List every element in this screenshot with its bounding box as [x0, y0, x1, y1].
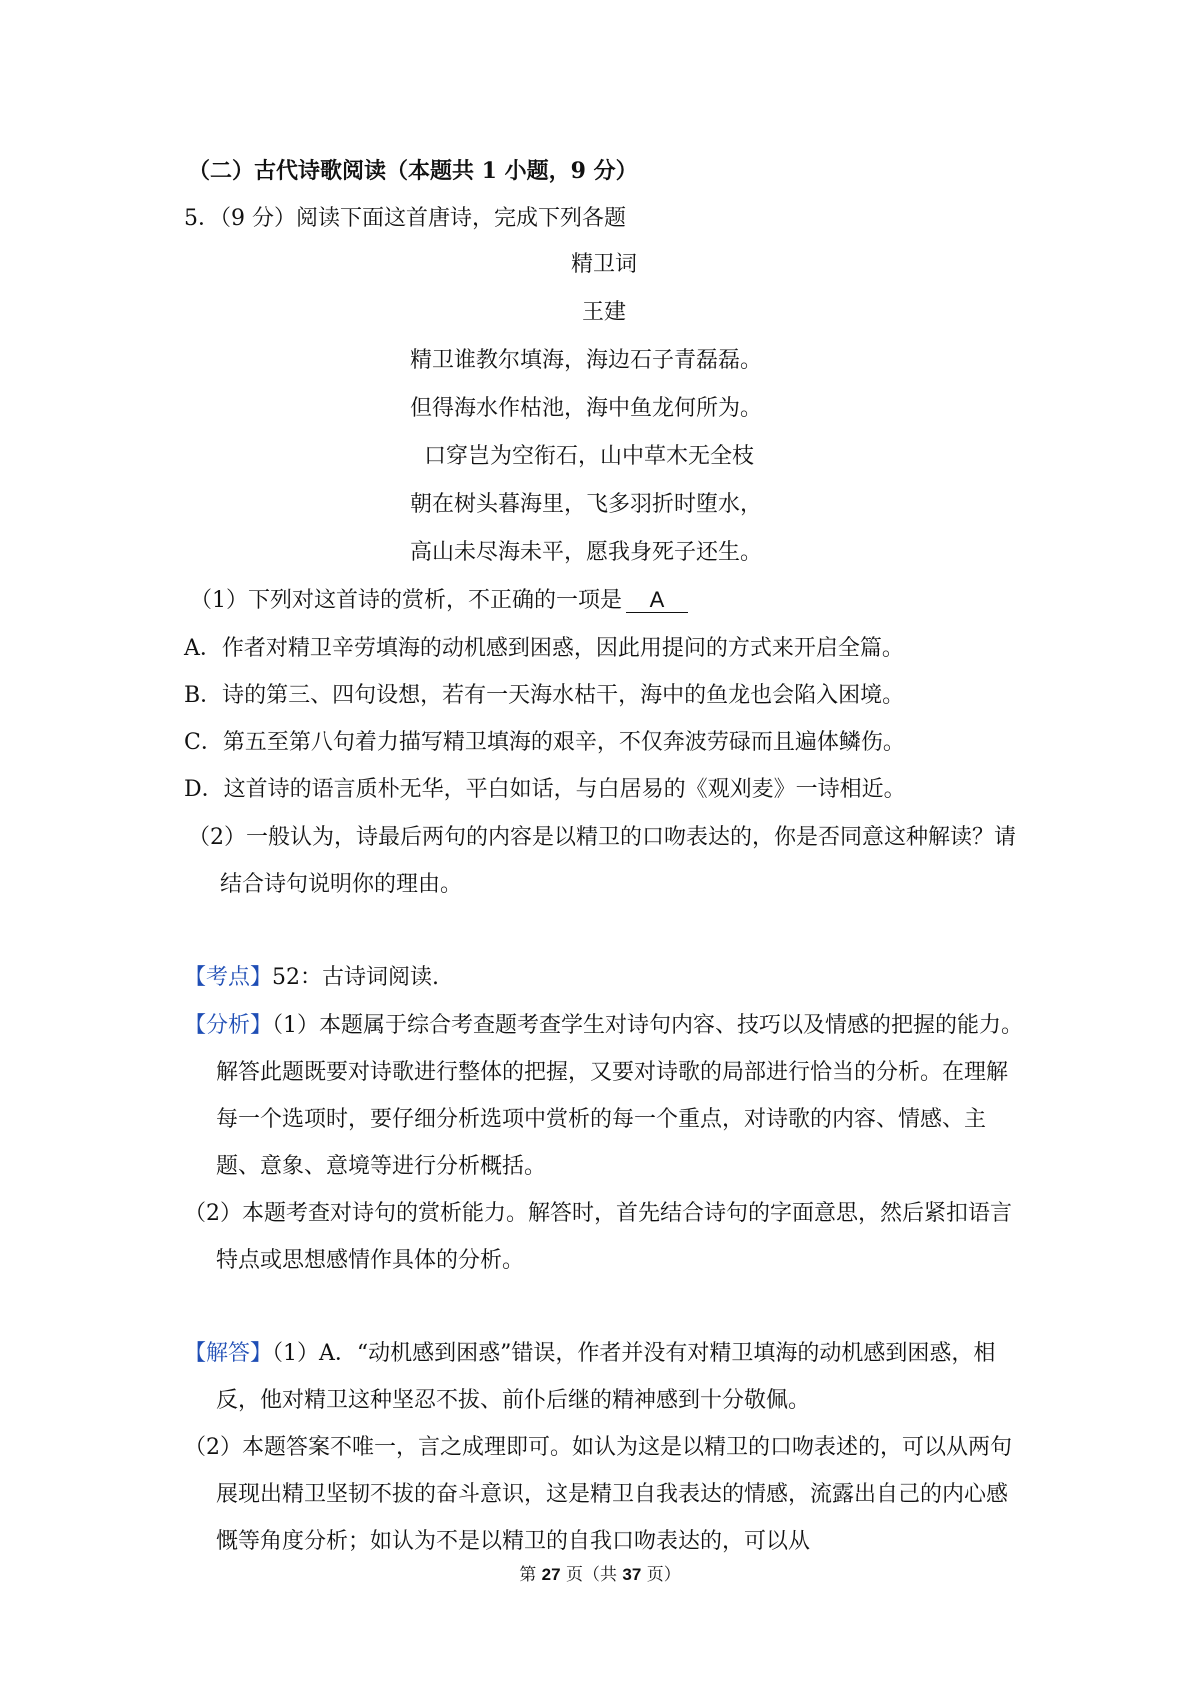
page-footer: [0, 1564, 1200, 1586]
poem-line: 口穿岂为空衔石，山中草木无全枝: [424, 444, 755, 469]
jieda-paragraph-1: （1）A．“动机感到困惑”错误，作者并没有对精卫填海的动机感到困惑，相反，他对精卫这种坚忍不拔、前仆后继的精神感到十分敬佩。: [216, 1341, 996, 1413]
section-title: （二）古代诗歌阅读（本题共 1 小题，9 分）: [188, 158, 638, 184]
footer-middle: 页（共: [560, 1565, 623, 1585]
question-stem: 5．（9 分）阅读下面这首唐诗，完成下列各题: [184, 206, 626, 231]
fenxi-tag: 【分析】: [184, 1013, 273, 1038]
sub-question-2-text: （2）一般认为，诗最后两句的内容是以精卫的口吻表达的，你是否同意这种解读？请结合诗句说明你的理由。: [188, 825, 1016, 897]
fenxi-section: [184, 1002, 1029, 1284]
fenxi-paragraph-2: （2）本题考查对诗句的赏析能力。解答时，首先结合诗句的字面意思，然后紧扣语言特点或思想感情作具体的分析。: [184, 1201, 1012, 1273]
sub-question-2: [188, 814, 1028, 908]
fenxi-paragraph-1: （1）本题属于综合考查题考查学生对诗句内容、技巧以及情感的把握的能力。解答此题既要对诗歌进行整体的把握，又要对诗歌的局部进行恰当的分析。在理解每一个选项时，要仔细分析选项中赏析的每一个重点，对诗歌的内容、情感、主题、意象、意境等进行分析概括。: [216, 1013, 1024, 1179]
jieda-paragraph-2: （2）本题答案不唯一，言之成理即可。如认为这是以精卫的口吻表述的，可以从两句展现出精卫坚韧不拔的奋斗意识，这是精卫自我表达的情感，流露出自己的内心感慨等角度分析；如认为不是以精卫的自我口吻表达的，可以从: [184, 1435, 1012, 1554]
footer-suffix: 页）: [641, 1565, 681, 1585]
poem-line: 但得海水作枯池，海中鱼龙何所为。: [410, 396, 763, 421]
poem-line: 高山未尽海未平，愿我身死子还生。: [410, 540, 763, 565]
option-b: B．诗的第三、四句设想，若有一天海水枯干，海中的鱼龙也会陷入困境。: [184, 683, 905, 708]
sub-question-1: [190, 586, 688, 616]
kaodian-tag: 【考点】: [184, 965, 273, 990]
option-a: A．作者对精卫辛劳填海的动机感到困惑，因此用提问的方式来开启全篇。: [184, 636, 904, 661]
poem-line: 朝在树头暮海里，飞多羽折时堕水，: [410, 492, 763, 517]
kaodian-section: [184, 954, 1034, 1001]
poem-line: 精卫谁教尔填海，海边石子青磊磊。: [410, 348, 763, 373]
kaodian-text: 52：古诗词阅读.: [272, 965, 440, 990]
poem-author: 王建: [581, 300, 626, 325]
jieda-tag: 【解答】: [184, 1341, 273, 1366]
sub-question-1-prompt: （1）下列对这首诗的赏析，不正确的一项是: [190, 588, 622, 613]
total-pages: 37: [622, 1565, 642, 1584]
jieda-section: [184, 1330, 1029, 1565]
current-page-number: 27: [541, 1565, 561, 1584]
footer-prefix: 第: [519, 1565, 542, 1585]
poem-title: 精卫词: [570, 252, 637, 277]
option-d: D．这首诗的语言质朴无华，平白如话，与白居易的《观刈麦》一诗相近。: [184, 777, 906, 802]
answer-blank: A: [626, 588, 688, 613]
option-c: C．第五至第八句着力描写精卫填海的艰辛，不仅奔波劳碌而且遍体鳞伤。: [184, 730, 905, 755]
